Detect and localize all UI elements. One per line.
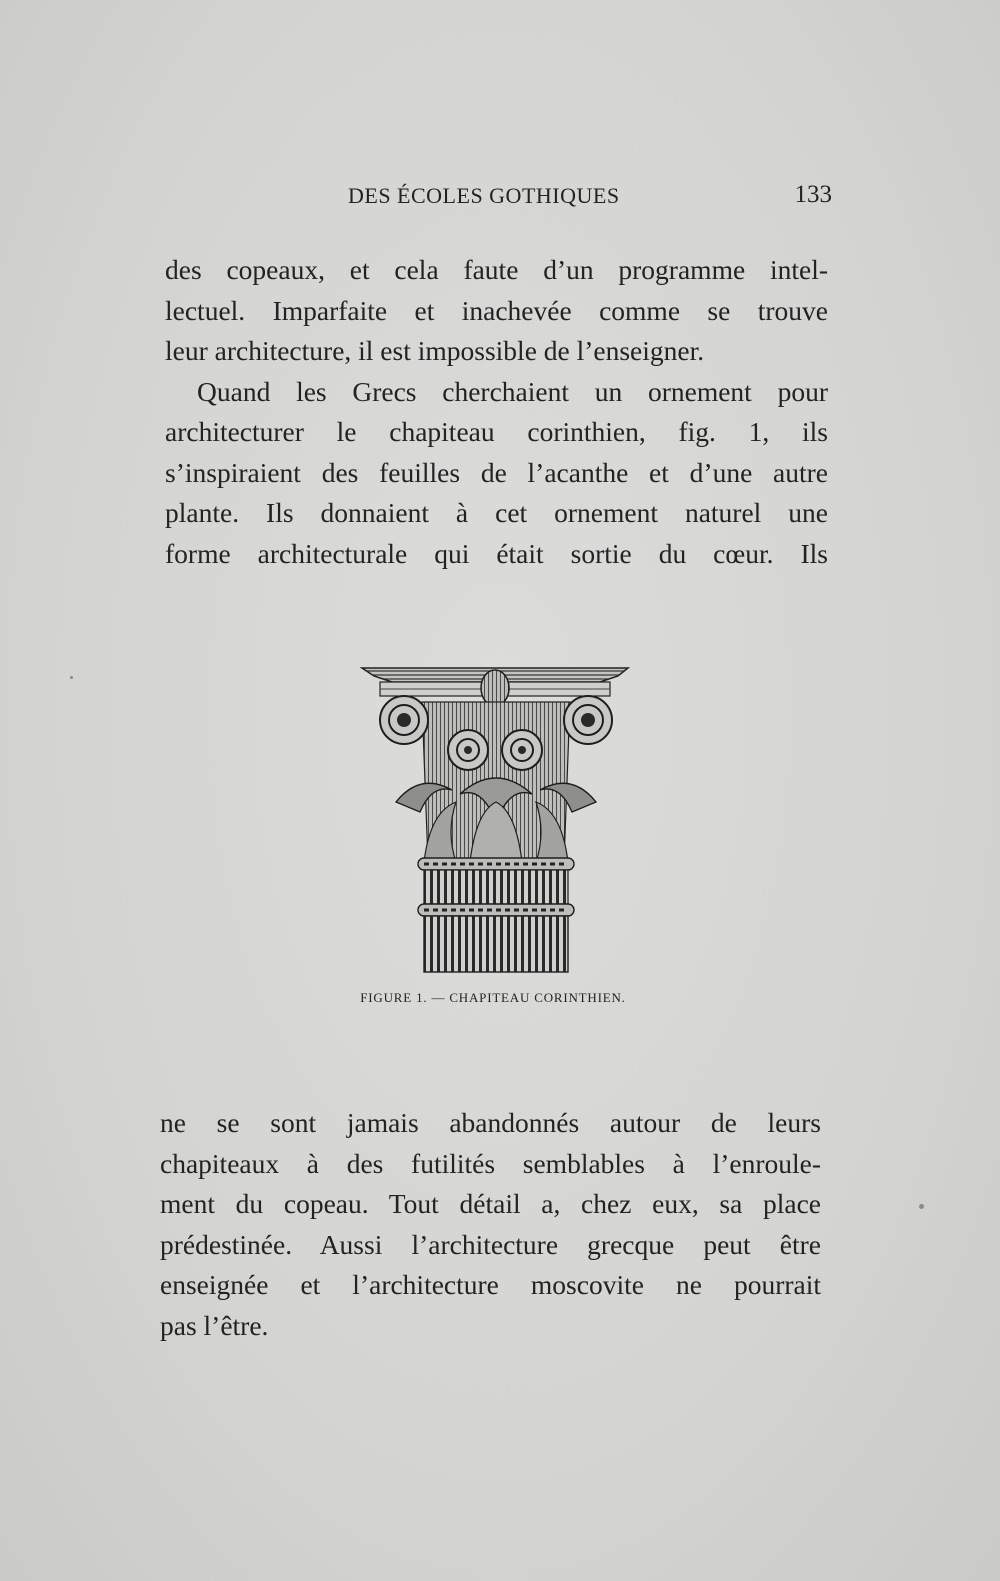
paper-speck [70,676,73,679]
text-line: ment du copeau. Tout détail a, chez eux, sa place [160,1188,821,1219]
figure-corinthian-capital [360,662,632,974]
text-line: prédestinée. Aussi l’architecture grecque peut être [160,1228,821,1260]
text-line: architecturer le chapiteau corinthien, fig. 1, ils [165,416,828,447]
text-block-bottom [160,1103,821,1346]
paper-speck [919,1204,924,1209]
text-line: pas l’être. [160,1309,269,1341]
text-line: chapiteaux à des futilités semblables à l’enroule- [160,1147,821,1179]
text-line: Quand les Grecs cherchaient un ornement pour [197,375,828,407]
text-line: forme architecturale qui était sortie du cœur. Ils [165,537,828,569]
text-line: s’inspiraient des feuilles de l’acanthe et d’une autre [165,456,828,488]
figure-caption: FIGURE 1. — CHAPITEAU CORINTHIEN. [360,990,626,1005]
running-title: DES ÉCOLES GOTHIQUES [348,183,620,208]
corinthian-capital-illustration [360,662,632,974]
text-block-top [165,250,828,574]
text-line: lectuel. Imparfaite et inachevée comme se trouve [165,294,828,326]
running-head [348,183,832,219]
text-line: ne se sont jamais abandonnés autour de leurs [160,1107,821,1138]
text-line: leur architecture, il est impossible de l’enseigner. [165,335,705,366]
page-number: 133 [794,181,832,208]
text-line: enseignée et l’architecture moscovite ne pourrait [160,1269,821,1300]
text-line: plante. Ils donnaient à cet ornement naturel une [165,497,828,528]
text-line: des copeaux, et cela faute d’un programme intel- [165,254,828,285]
